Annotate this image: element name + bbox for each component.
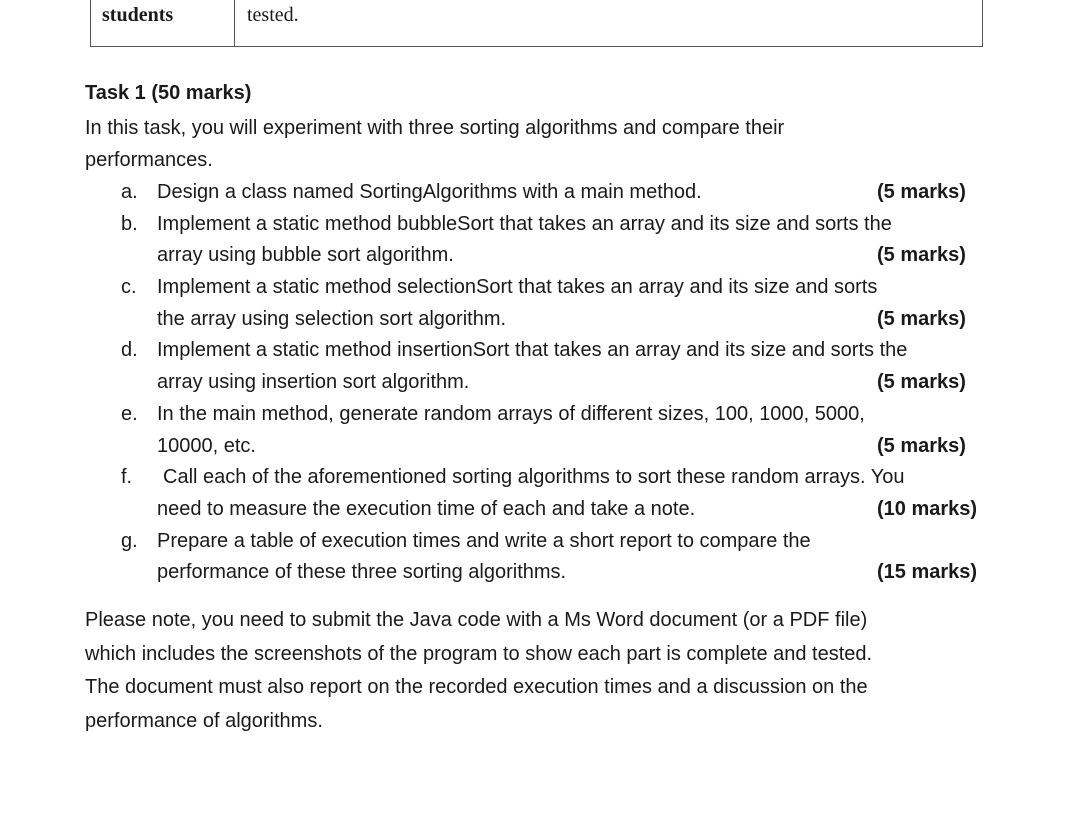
list-item-text: In the main method, generate random arrays of different sizes, 100, 1000, 5000,: [157, 402, 865, 425]
marks-label: (5 marks): [877, 181, 966, 203]
list-item-letter: b.: [121, 212, 138, 235]
list-item-text-cont: array using insertion sort algorithm.: [157, 371, 470, 394]
list-item-letter: d.: [121, 339, 138, 362]
list-item-letter: a.: [121, 181, 138, 203]
marks-label: (5 marks): [877, 244, 966, 267]
list-item-c: [85, 272, 985, 335]
list-item-text-cont: 10000, etc.: [157, 434, 256, 457]
note-line-2: which includes the screenshots of the program to show each part is complete and tested.: [85, 642, 873, 665]
marks-label: (5 marks): [877, 434, 966, 457]
list-item-text: Call each of the aforementioned sorting algorithms to sort these random arrays. You: [163, 466, 905, 489]
list-item-text-cont: array using bubble sort algorithm.: [157, 244, 454, 267]
list-item-g: [85, 526, 985, 589]
table-cell-value-text: tested.: [247, 4, 299, 26]
task-list: [85, 177, 985, 589]
list-item-text-cont: need to measure the execution time of each and take a note.: [157, 497, 696, 520]
task-title: Task 1 (50 marks): [85, 82, 252, 104]
list-item-text-cont: performance of these three sorting algorithms.: [157, 561, 567, 584]
list-item-letter: e.: [121, 402, 138, 425]
marks-label: (5 marks): [877, 307, 966, 330]
list-item-e: [85, 399, 985, 462]
list-item-a: [85, 177, 985, 209]
table-cell-label: students: [91, 0, 235, 46]
list-item-b: [85, 209, 985, 272]
list-item-text: Design a class named SortingAlgorithms with a main method.: [157, 181, 702, 203]
list-item-letter: c.: [121, 276, 137, 299]
task-intro-line-2: performances.: [85, 149, 213, 171]
submission-note: [85, 604, 985, 738]
list-item-text: Implement a static method bubbleSort that takes an array and its size and sorts the: [157, 212, 892, 235]
table-cell-value: [235, 0, 982, 46]
note-line-4: performance of algorithms.: [85, 709, 323, 732]
note-line-1: Please note, you need to submit the Java code with a Ms Word document (or a PDF file): [85, 609, 868, 631]
marks-label: (5 marks): [877, 371, 966, 394]
list-item-text-cont: the array using selection sort algorithm.: [157, 307, 507, 330]
task-intro-line-1: In this task, you will experiment with three sorting algorithms and compare their: [85, 117, 785, 139]
marks-label: (15 marks): [877, 561, 978, 584]
list-item-text: Implement a static method selectionSort that takes an array and its size and sorts: [157, 276, 878, 299]
list-item-d: [85, 335, 985, 398]
list-item-f: [85, 462, 985, 525]
marks-label: (10 marks): [877, 497, 978, 520]
list-item-letter: f.: [121, 466, 133, 489]
list-item-text: Prepare a table of execution times and write a short report to compare the: [157, 529, 811, 552]
task-intro: [85, 112, 985, 176]
list-item-letter: g.: [121, 529, 138, 552]
note-line-3: The document must also report on the recorded execution times and a discussion on the: [85, 676, 868, 698]
list-item-text: Implement a static method insertionSort that takes an array and its size and sorts the: [157, 339, 908, 362]
requirements-table-fragment: [90, 0, 983, 47]
